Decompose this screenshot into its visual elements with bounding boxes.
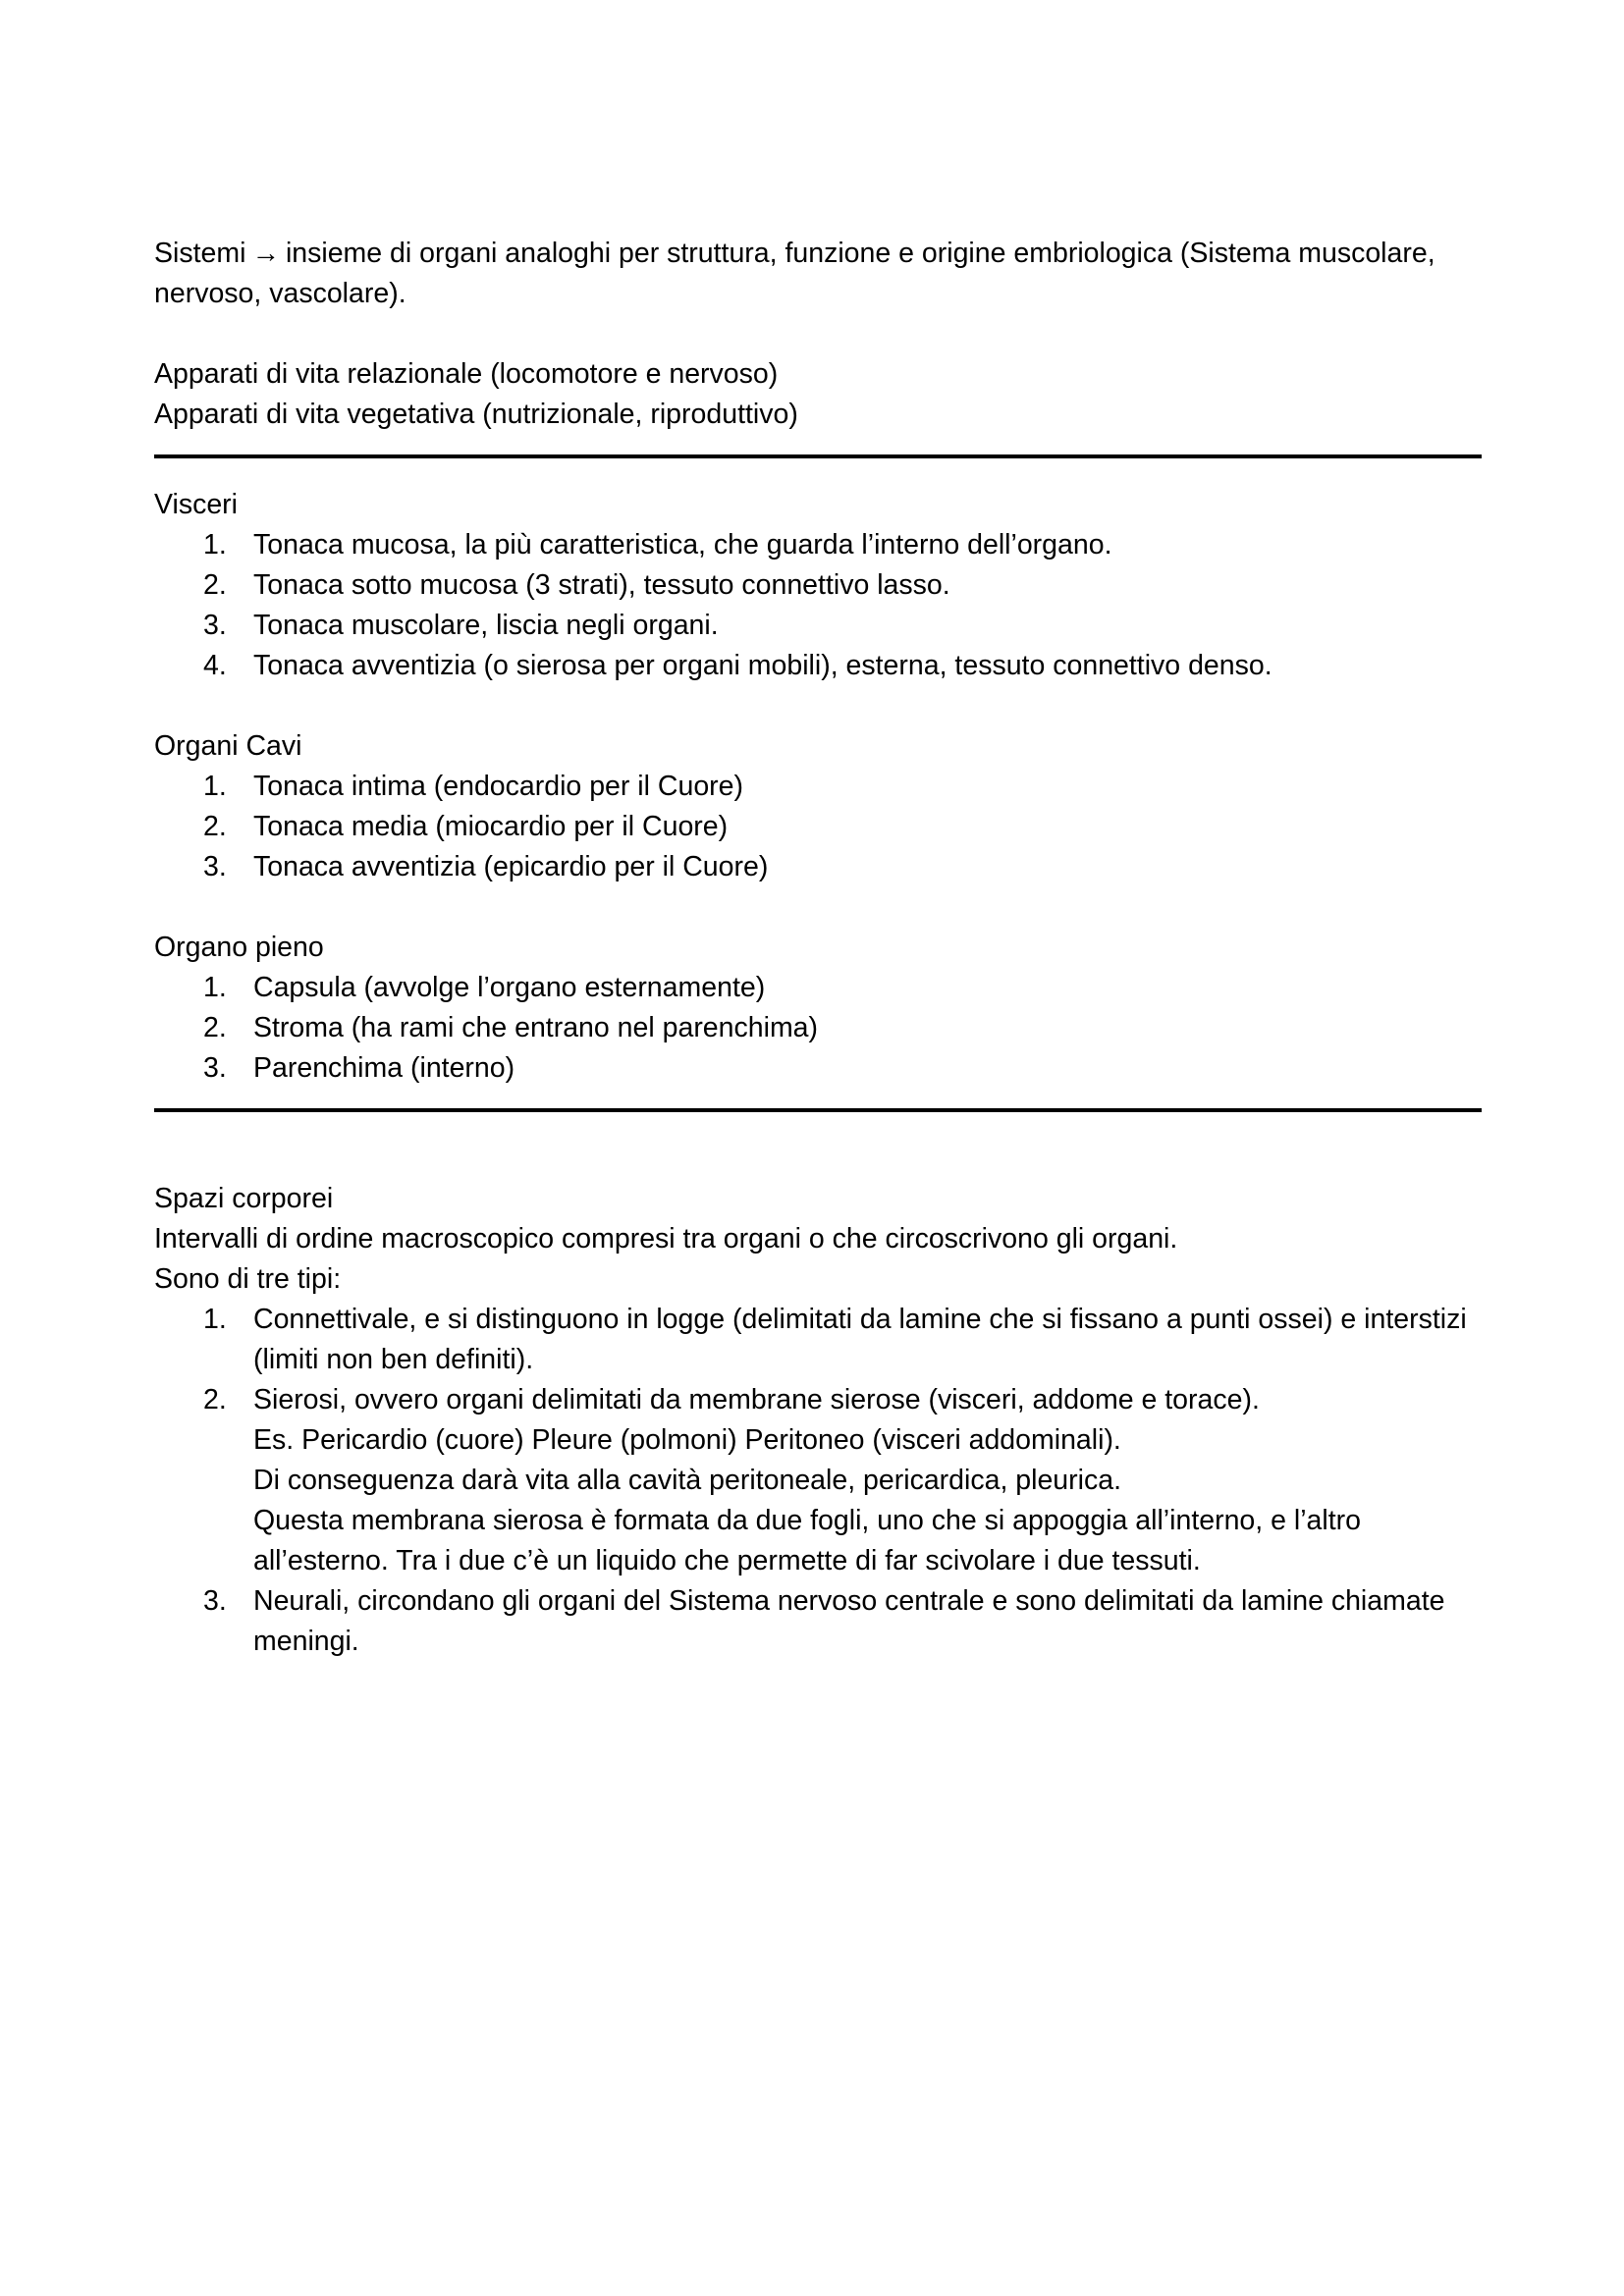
list-number: 3. xyxy=(203,1052,227,1084)
list-number: 1. xyxy=(203,972,227,1003)
organi-cavi-heading: Organi Cavi xyxy=(154,730,302,762)
list-text: Neurali, circondano gli organi del Sistema nervoso centrale e sono delimitati da lamine chiamate meningi. xyxy=(253,1585,1445,1657)
list-text: Capsula (avvolge l’organo esternamente) xyxy=(253,972,766,1003)
list-text: Tonaca media (miocardio per il Cuore) xyxy=(253,811,729,842)
list-text: Parenchima (interno) xyxy=(253,1052,515,1084)
list-item xyxy=(154,606,1482,646)
list-text: Tonaca intima (endocardio per il Cuore) xyxy=(253,771,744,802)
list-item xyxy=(154,807,1482,847)
list-number: 2. xyxy=(203,1384,227,1415)
document-page xyxy=(154,234,1482,1662)
list-text: Tonaca avventizia (o sierosa per organi mobili), esterna, tessuto connettivo denso. xyxy=(253,650,1272,681)
list-text-line: Questa membrana sierosa è formata da due fogli, uno che si appoggia all’interno, e l’altro all’esterno. Tra i due c’è un liquido che permette di far scivolare i due tessuti. xyxy=(253,1505,1361,1576)
list-item xyxy=(154,565,1482,606)
spazi-heading: Spazi corporei xyxy=(154,1183,334,1214)
list-number: 1. xyxy=(203,1304,227,1335)
spazi-list xyxy=(154,1300,1482,1662)
list-item xyxy=(154,1581,1482,1662)
arrow-right-icon: → xyxy=(251,238,280,269)
list-text: Tonaca muscolare, liscia negli organi. xyxy=(253,610,719,641)
list-number: 3. xyxy=(203,610,227,641)
list-text: Stroma (ha rami che entrano nel parenchima) xyxy=(253,1012,819,1043)
organo-pieno-heading: Organo pieno xyxy=(154,932,324,963)
list-number: 3. xyxy=(203,1585,227,1617)
list-item xyxy=(154,1008,1482,1048)
list-item xyxy=(154,847,1482,887)
list-text: Connettivale, e si distinguono in logge (delimitati da lamine che si fissano a punti ossei) e interstizi (limiti non ben definiti). xyxy=(253,1304,1467,1375)
list-number: 4. xyxy=(203,650,227,681)
list-text: Tonaca sotto mucosa (3 strati), tessuto connettivo lasso. xyxy=(253,569,950,601)
list-number: 3. xyxy=(203,851,227,882)
list-item xyxy=(154,968,1482,1008)
visceri-heading: Visceri xyxy=(154,489,238,520)
list-item xyxy=(154,767,1482,807)
spazi-tipi: Sono di tre tipi: xyxy=(154,1263,342,1295)
list-item xyxy=(154,1048,1482,1089)
sistemi-text: insieme di organi analoghi per struttura, funzione e origine embriologica (Sistema muscolare, nervoso, vascolare). xyxy=(154,238,1443,309)
sistemi-paragraph xyxy=(154,234,1482,314)
list-item xyxy=(154,1380,1482,1581)
visceri-list xyxy=(154,525,1482,686)
apparati-vegetativa: Apparati di vita vegetativa (nutrizionale, riproduttivo) xyxy=(154,399,798,430)
list-text-line: Di conseguenza darà vita alla cavità peritoneale, pericardica, pleurica. xyxy=(253,1465,1122,1496)
list-item xyxy=(154,1300,1482,1380)
list-item xyxy=(154,525,1482,565)
list-number: 1. xyxy=(203,771,227,802)
list-number: 2. xyxy=(203,569,227,601)
apparati-relazionale: Apparati di vita relazionale (locomotore e nervoso) xyxy=(154,358,779,390)
list-text-line: Es. Pericardio (cuore) Pleure (polmoni) Peritoneo (visceri addominali). xyxy=(253,1424,1121,1456)
organi-cavi-list xyxy=(154,767,1482,887)
list-number: 2. xyxy=(203,811,227,842)
spazi-intro: Intervalli di ordine macroscopico compresi tra organi o che circoscrivono gli organi. xyxy=(154,1223,1178,1255)
list-text: Tonaca avventizia (epicardio per il Cuore) xyxy=(253,851,769,882)
list-number: 2. xyxy=(203,1012,227,1043)
list-text: Tonaca mucosa, la più caratteristica, che guarda l’interno dell’organo. xyxy=(253,529,1112,561)
list-number: 1. xyxy=(203,529,227,561)
sistemi-label: Sistemi xyxy=(154,238,246,269)
organo-pieno-list xyxy=(154,968,1482,1089)
list-item xyxy=(154,646,1482,686)
list-text: Sierosi, ovvero organi delimitati da membrane sierose (visceri, addome e torace). xyxy=(253,1384,1260,1415)
